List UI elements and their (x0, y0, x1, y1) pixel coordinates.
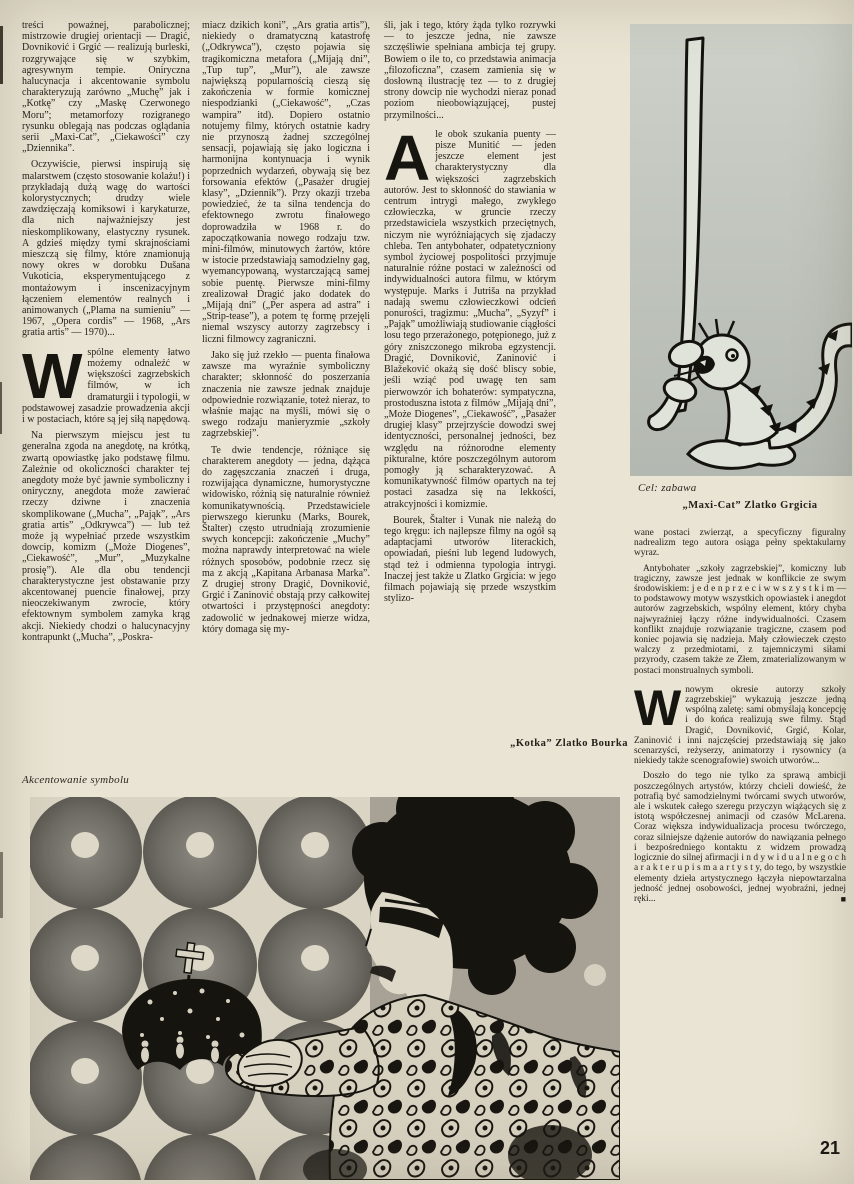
paragraph: śli, jak i tego, który żąda tylko rozrywki — to jeszcze jedna, nie zawsze szczęśliwie spełniana ambicja tej grupy. Bowiem o ile to, co przedstawia animacja „filozoficzna”, czasem zamienia się w dosłowną ilustrację tez — to z drugiej strony dowcip nie wychodzi nieraz ponad poziom nieobowiązującej, pustej przymilności... (384, 20, 556, 121)
dropcap-letter: A (384, 121, 429, 194)
scan-artifact (0, 382, 2, 434)
paragraph: Oczywiście, pierwsi inspirują się malarstwem (często stosowanie kolażu!) i przykładają dużą wagę do wartości kolorystycznych; drudzy wiele zawdzięczają komiksowi i karykaturze, dla nich najważniejszy jest nieskomplikowany, elastyczny rysunek. A gdzieś między tymi skrajnościami mieszczą się filmy, które znamionują nowy okres w dorobku Dušana Vukoticia, eksperymentującego z montażowym i inscenizacyjnym łączeniem elementów realnych i animowanych („Plama na sumieniu” — 1967, „Opera cordis” — 1968, „Ars gratia artis” — 1970)... (22, 159, 190, 339)
scan-artifact (0, 852, 3, 918)
maxi-cat-illustration (630, 24, 852, 476)
text-column-4 (634, 528, 846, 909)
text-column-1 (22, 20, 190, 648)
page-number: 21 (819, 1138, 840, 1158)
caption-maxi-cat: „Maxi-Cat” Zlatko Grgicia (682, 500, 818, 511)
kotka-still-drawing (30, 797, 620, 1180)
scan-artifact (0, 26, 3, 84)
dropcap-letter: W (22, 339, 81, 412)
kotka-film-still (30, 797, 620, 1180)
paragraph-with-dropcap: Wspólne elementy łatwo możemy odnaleźć w większości zagrzebskich filmów, w ich dramaturgii i typologii, w podstawowej zasadzie prowadzenia akcji i w postaciach, które są jej siłą napędową. (22, 339, 190, 425)
paragraph: Doszło do tego nie tylko za sprawą ambicji poszczególnych artystów, którzy chcieli dowieść, że potrafią być samodzielnymi twórcami swych utworów, ale i wskutek całego szeregu przyczyn wiążących się z istotą współczesnej animacji od czasów McLarena. Coraz większa indywidualizacja procesu twórczego, coraz silniejsze dążenie autorów do nawiązania pełnego i bezpośredniego kontaktu z widzem prowadzą logicznie do silnej afirmacji i n d y w i d u a l n e g o c h a r a k t e r u p i s m a a r t y s t y, do tego, by wszystkie elementy dzieła artystycznego łączyła niepowtarzalna jedność jednej osobowości, jednej wyobraźni, jednej ręki... ■ (634, 771, 846, 904)
paragraph-with-dropcap: Ale obok szukania puenty — pisze Munitić — jeden jeszcze element jest charakterystyczny dla większości zagrzebskich autorów. Jest to skłonność do stawiania w centrum intrygi małego, zwykłego człowieczka, w gruncie rzeczy przedstawiciela wszystkich przeciętnych, niczym nie wyróżniających się zjadaczy chleba. Ten antybohater, odpatetyczniony symbol życiowej pospolitości przyjmuje naturalnie różne postaci w zależności od indywidualności autora filmu, w którym występuje. Marks i Jutriša na przykład nadają swemu człowieczkowi odcień ponurości, tragizmu: „Mucha”, „Syzyf” i „Pająk” umożliwiają studiowanie ciągłości losu tego przerażonego, potępionego, już z góry zniszczonego mikroba egzystencji. Dragić, Dovniković, Zaninović i Blažeković okażą się dość bliscy sobie, jeśli wziąć pod uwagę ten sam pierwowzór ich bohaterów: sympatyczna, prostoduszna istota z filmów „Mijają dni”, „Może Diogenes”, „Ciekawość”, „Pasażer drugiej klasy” przejrzyście dowodzi swej identyczności, personalnej jedności, bez względu na różnorodne elementy pikturalne, które poszczególnym autorom pomogły ją scharakteryzować. A komunikatywność filmów opartych na tej postaci zasadza się na lekkości, atrakcyjności i komizmie. (384, 121, 556, 510)
caption-cel-zabawa: Cel: zabawa (638, 482, 697, 494)
dropcap-letter: W (634, 679, 680, 736)
paragraph: Bourek, Štalter i Vunak nie należą do tego kręgu: ich najlepsze filmy na ogół są adaptacjami utworów literackich, opowiadań, pieśni lub legend ludowych, stąd też i odmienna typologia intrygi. Inaczej jest także u Zlatko Grgicia: w jego filmach pojawiają się przede wszystkim stylizo- (384, 514, 556, 605)
text-column-3 (384, 20, 556, 609)
text-column-2 (202, 20, 370, 640)
paragraph: Jako się już rzekło — puenta finałowa zawsze ma wyraźnie symboliczny charakter; skłonność do poszerzania znaczenia nie zawsze jednak znajduje odpowiednie rozwiązanie, toteż nieraz, to właśnie mając na myśli, mówi się o swego rodzaju manieryzmie „szkoły zagrzebskiej”. (202, 349, 370, 440)
maxi-cat-drawing (630, 24, 852, 476)
caption-kotka: „Kotka” Zlatko Bourka (510, 738, 628, 749)
paragraph-with-dropcap: Wnowym okresie autorzy szkoły zagrzebskiej” wykazują jeszcze jedną wspólną zaletę: sami obmyślają koncepcję i do końca realizują swe filmy. Stąd Dragić, Dovniković, Grgić, Kolar, Zaninović i inni najczęściej przedstawiają się jako scenarzyści, reżyserzy, animatorzy i rysownicy (a niekiedy także scenografowie) swoich utworów... (634, 679, 846, 767)
paragraph: Te dwie tendencje, różniące się charakterem anegdoty — jedna, dążąca do zagęszczania znaczeń i druga, rozwijająca dynamiczne, humorystyczne widowisko, różnią się naturalnie również komunikatywnością. Przedstawiciele pierwszego kierunku (Marks, Bourek, Štalter) często utrudniają zrozumienie swych koncepcji: zakończenie „Muchy” można naprawdy interpretować na wiele różnych sposobów, podobnie rzecz się ma z akcją „Kapitana Arbanasa Marka”. Z drugiej strony Dragić, Dovniković, Grgić i Zaninović obstają przy całkowitej otwartości i przystępności anegdoty: zadowolić w jednakowej mierze widza, który domaga się my- (202, 444, 370, 635)
end-of-article-mark: ■ (840, 893, 846, 904)
paragraph: wane postaci zwierząt, a specyficzny figuralny nadrealizm tego autora osiąga pełny spektakularny wyraz. (634, 528, 846, 559)
paragraph: treści poważnej, parabolicznej; mistrzowie drugiej orientacji — Dragić, Dovniković i Grgić — realizują burleski, rozgrywające się w szybkim, agresywnym tempie. Oniryczna halucynacja i akcentowanie symbolu charakteryzują zarówno „Muchę” jak i „Kotkę” czy „Maskę Czerwonego Moru”; metamorfozy rozigranego rysunku oblegają nas podczas oglądania serii „Maxi-Cat”, „Ciekawości” czy „Dziennika”. (22, 20, 190, 155)
paragraph: Antybohater „szkoły zagrzebskiej”, komiczny lub tragiczny, zawsze jest jednak w konflikcie ze swym środowiskiem: j e d e n p r z e c i w w s z y s t k i m — to podstawowy motyw wszystkich opowiastek i anegdot autorów zagrzebskich, wspólny element, który chyba najwyraźniej łączy różne indywidualności. Czasem konflikt znajduje rozwiązanie tragiczne, czasem pod koniec pojawia się nadzieja. Mały człowieczek często walczy z przedmiotami, z tajemniczymi siłami przyrody, czasem także ze Złem, zmaterializowanym w postaci monstrualnych symboli. (634, 563, 846, 676)
caption-akcentowanie-symbolu: Akcentowanie symbolu (22, 774, 130, 786)
paragraph: Na pierwszym miejscu jest tu generalna zgoda na anegdotę, na krótką, zwartą opowiastkę jako podstawę filmu. Zależnie od okoliczności charakter tej anegdoty może być jawnie symboliczny i oniryczny, anegdota może zawierać rzeczy dziwne i znaczenia skomplikowane („Mucha”, „Pająk”, „Ars gratia artis” „Odkrywca”) — lub też może ją wypełniać przede wszystkim dowcip, komizm („Może Diogenes”, „Ciekawość”, „Mur”, „Muzykalne prosię”). Ale dla obu tendencji charakterystyczne jest obstawanie przy akcentowanej puencie finałowej, przy nieoczekiwanym zwrocie, który efektownym symbolem zamyka krąg akcji. Niekiedy chodzi o halucynacyjny kontrapunkt („Mucha”, „Poskra- (22, 430, 190, 643)
paragraph: miacz dzikich koni”, „Ars gratia artis”), niekiedy o dramatyczną katastrofę („Odkrywca”), często pojawia się tragikomiczna metafora („Mijają dni”, „Tup tup”, „Mur”), ale zawsze największą popularnością cieszą się zakończenia w formie komicznej niespodzianki („Ciekawość”, „Czas wampira” itd). Dopiero ostatnio notujemy filmy, których ostatnie kadry nie przynoszą żadnej szczególnej sensacji, pojawiają się jako logiczna i harmonijna kontynuacja i wynik poprzednich wydarzeń, obywają się bez forsowania efektów („Pasażer drugiej klasy”, „Dziennik”). Przy okazji trzeba powiedzieć, że ta silna tendencja do efektownego zwrotu finałowego doprowadziła w 1968 r. do zapoczątkowania nowego rodzaju tzw. mini-filmów, minutowych żartów, które w istocie przedstawiają samodzielny gag, wyemancypowaną, wystarczającą samej sobie puentę. Pierwsze mini-filmy zrealizował Dragić jako dodatek do „Mijają dni” („Per aspera ad astra” i „Strip-tease”), a potem tę formę przejęli niemal wszyscy autorzy zagrzebscy i liczni filmowcy zagraniczni. (202, 20, 370, 345)
